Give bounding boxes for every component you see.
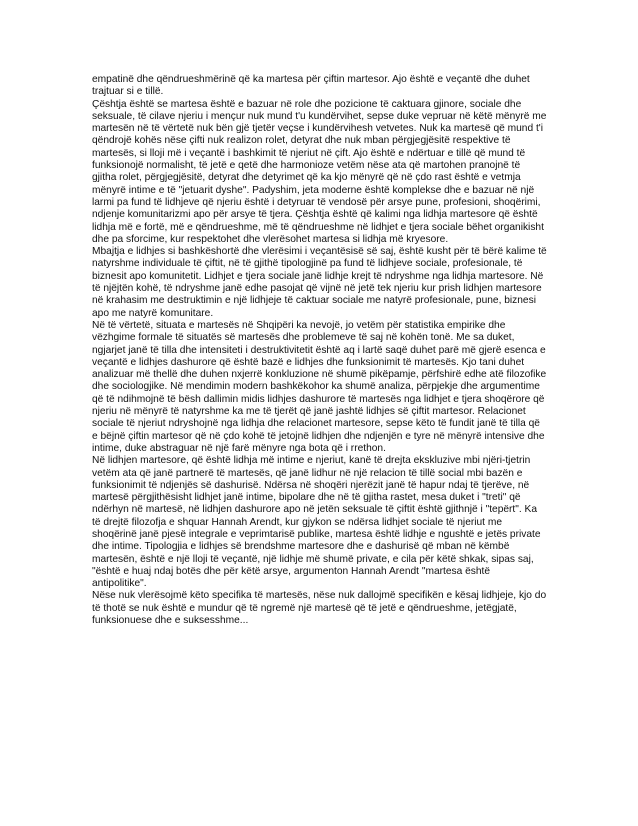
paragraph: Nëse nuk vlerësojmë këto specifika të martesës, nëse nuk dallojmë specifikën e kësaj lidhjeje, kjo do të thotë se nuk është e mundur që të ngremë një martesë që të jetë e qëndrueshme, jetëgjatë, funksionuese dhe e suksesshme... (92, 590, 547, 627)
document-body (92, 74, 547, 627)
paragraph: Çështja është se martesa është e bazuar në role dhe pozicione të caktuara gjinore, sociale dhe seksuale, të cilave njeriu i mençur nuk mund t'u kundërvihet, sepse duke vepruar në këtë mënyrë me martesën në të vërtetë nuk bën gjë tjetër veçse i kundërvihesh vetvetes. Nuk ka martesë që mund t'i qëndrojë kohës nëse çifti nuk realizon rolet, detyrat dhe nuk mban përgjegjësitë respektive të martesës, si lloji më i veçantë i bashkimit të njeriut në çift. Ajo është e ndërtuar e tillë që mund të funksionojë normalisht, të jetë e qetë dhe harmonioze vetëm nëse ata që martohen pranojnë të gjitha rolet, përgjegjësitë, detyrat dhe detyrimet që ka kjo mënyrë që në çdo rast është e vetmja mënyrë intime e të "jetuarit dyshe". Padyshim, jeta moderne është komplekse dhe e bazuar në një larmi pa fund të lidhjeve që njeriu është i detyruar të vendosë për arsye pune, profesioni, shoqërimi, ndjenje komunitarizmi apo për arsye të tjera. Çështja është që kalimi nga lidhja martesore që është lidhja më e fortë, më e qëndrueshme, më të qëndrueshme në lidhjet e tjera sociale bëhet organikisht dhe pa sforcime, kur respektohet dhe vlerësohet martesa si lidhja më kryesore. (92, 98, 547, 245)
paragraph: Në të vërtetë, situata e martesës në Shqipëri ka nevojë, jo vetëm për statistika empirike dhe vëzhgime formale të situatës së martesës dhe problemeve të saj në kohën tonë. Me sa duket, ngjarjet janë të tilla dhe intensiteti i destruktivitetit është aq i lartë saqë duhet parë më gjerë esenca e veçantë e lidhjes dashurore që është bazë e lidhjes dhe funksionimit të martesës. Kjo tani duhet analizuar më thellë dhe duhen nxjerrë konkluzione në shumë pikëpamje, përfshirë edhe atë filozofike dhe sociologjike. Në mendimin modern bashkëkohor ka shumë analiza, përpjekje dhe argumentime që të ndihmojnë të bësh dallimin midis lidhjes dashurore të martesës nga lidhjet e tjera shoqërore që njeriu në mënyrë të natyrshme ka me të tjerët që janë jashtë lidhjes së çiftit martesor. Relacionet sociale të njeriut ndryshojnë nga lidhja dhe relacionet martesore, sepse këto të fundit janë të tilla që e bëjnë çiftin martesor që në çdo kohë të jetojnë lidhjen dhe ndjenjën e tyre në mënyrë intensive dhe intime, duke abstraguar në një farë mënyre nga bota që i rrethon. (92, 319, 547, 454)
paragraph: empatinë dhe qëndrueshmërinë që ka martesa për çiftin martesor. Ajo është e veçantë dhe duhet trajtuar si e tillë. (92, 74, 530, 98)
paragraph: Mbajtja e lidhjes si bashkëshortë dhe vlerësimi i veçantësisë së saj, është kusht për të bërë kalime të natyrshme individuale të çiftit, në të gjithë tipologjinë pa fund të lidhjeve sociale, profesionale, të biznesit apo komunitetit. Lidhjet e tjera sociale janë lidhje krejt të ndryshme nga lidhja martesore. Në të njëjtën kohë, të ndryshme janë edhe pasojat që vijnë në jetë tek njeriu kur prish lidhjen martesore në krahasim me destruktimin e një lidhjeje të caktuar sociale me natyrë profesionale, pune, biznesi apo me natyrë komunitare. (92, 246, 547, 319)
paragraph: Në lidhjen martesore, që është lidhja më intime e njeriut, kanë të drejta ekskluzive mbi njëri-tjetrin vetëm ata që janë partnerë të martesës, që janë lidhur në një relacion të tillë social mbi bazën e funksionimit të ndjenjës së dashurisë. Ndërsa në shoqëri njerëzit janë të hapur ndaj të tjerëve, në martesë përgjithësisht lidhjet janë intime, bipolare dhe në të gjitha rastet, mesa duket i "treti" që ndërhyn në martesë, në lidhjen dashurore apo në jetën seksuale të çiftit është gjithnjë i "tepërt". Ka të drejtë filozofja e shquar Hannah Arendt, kur gjykon se ndërsa lidhjet sociale të njeriut me shoqërinë janë pjesë integrale e veprimtarisë publike, martesa është lidhje e ngushtë e jetës private dhe intime. Tipologjia e lidhjes së brendshme martesore dhe e dashurisë që mban në këmbë martesën, është e një lloji të veçantë, një lidhje më shumë private, e cila për këtë shkak, sipas saj, "është e huaj ndaj botës dhe për këtë arsye, argumenton Hannah Arendt "martesa është antipolitike". (92, 455, 541, 590)
